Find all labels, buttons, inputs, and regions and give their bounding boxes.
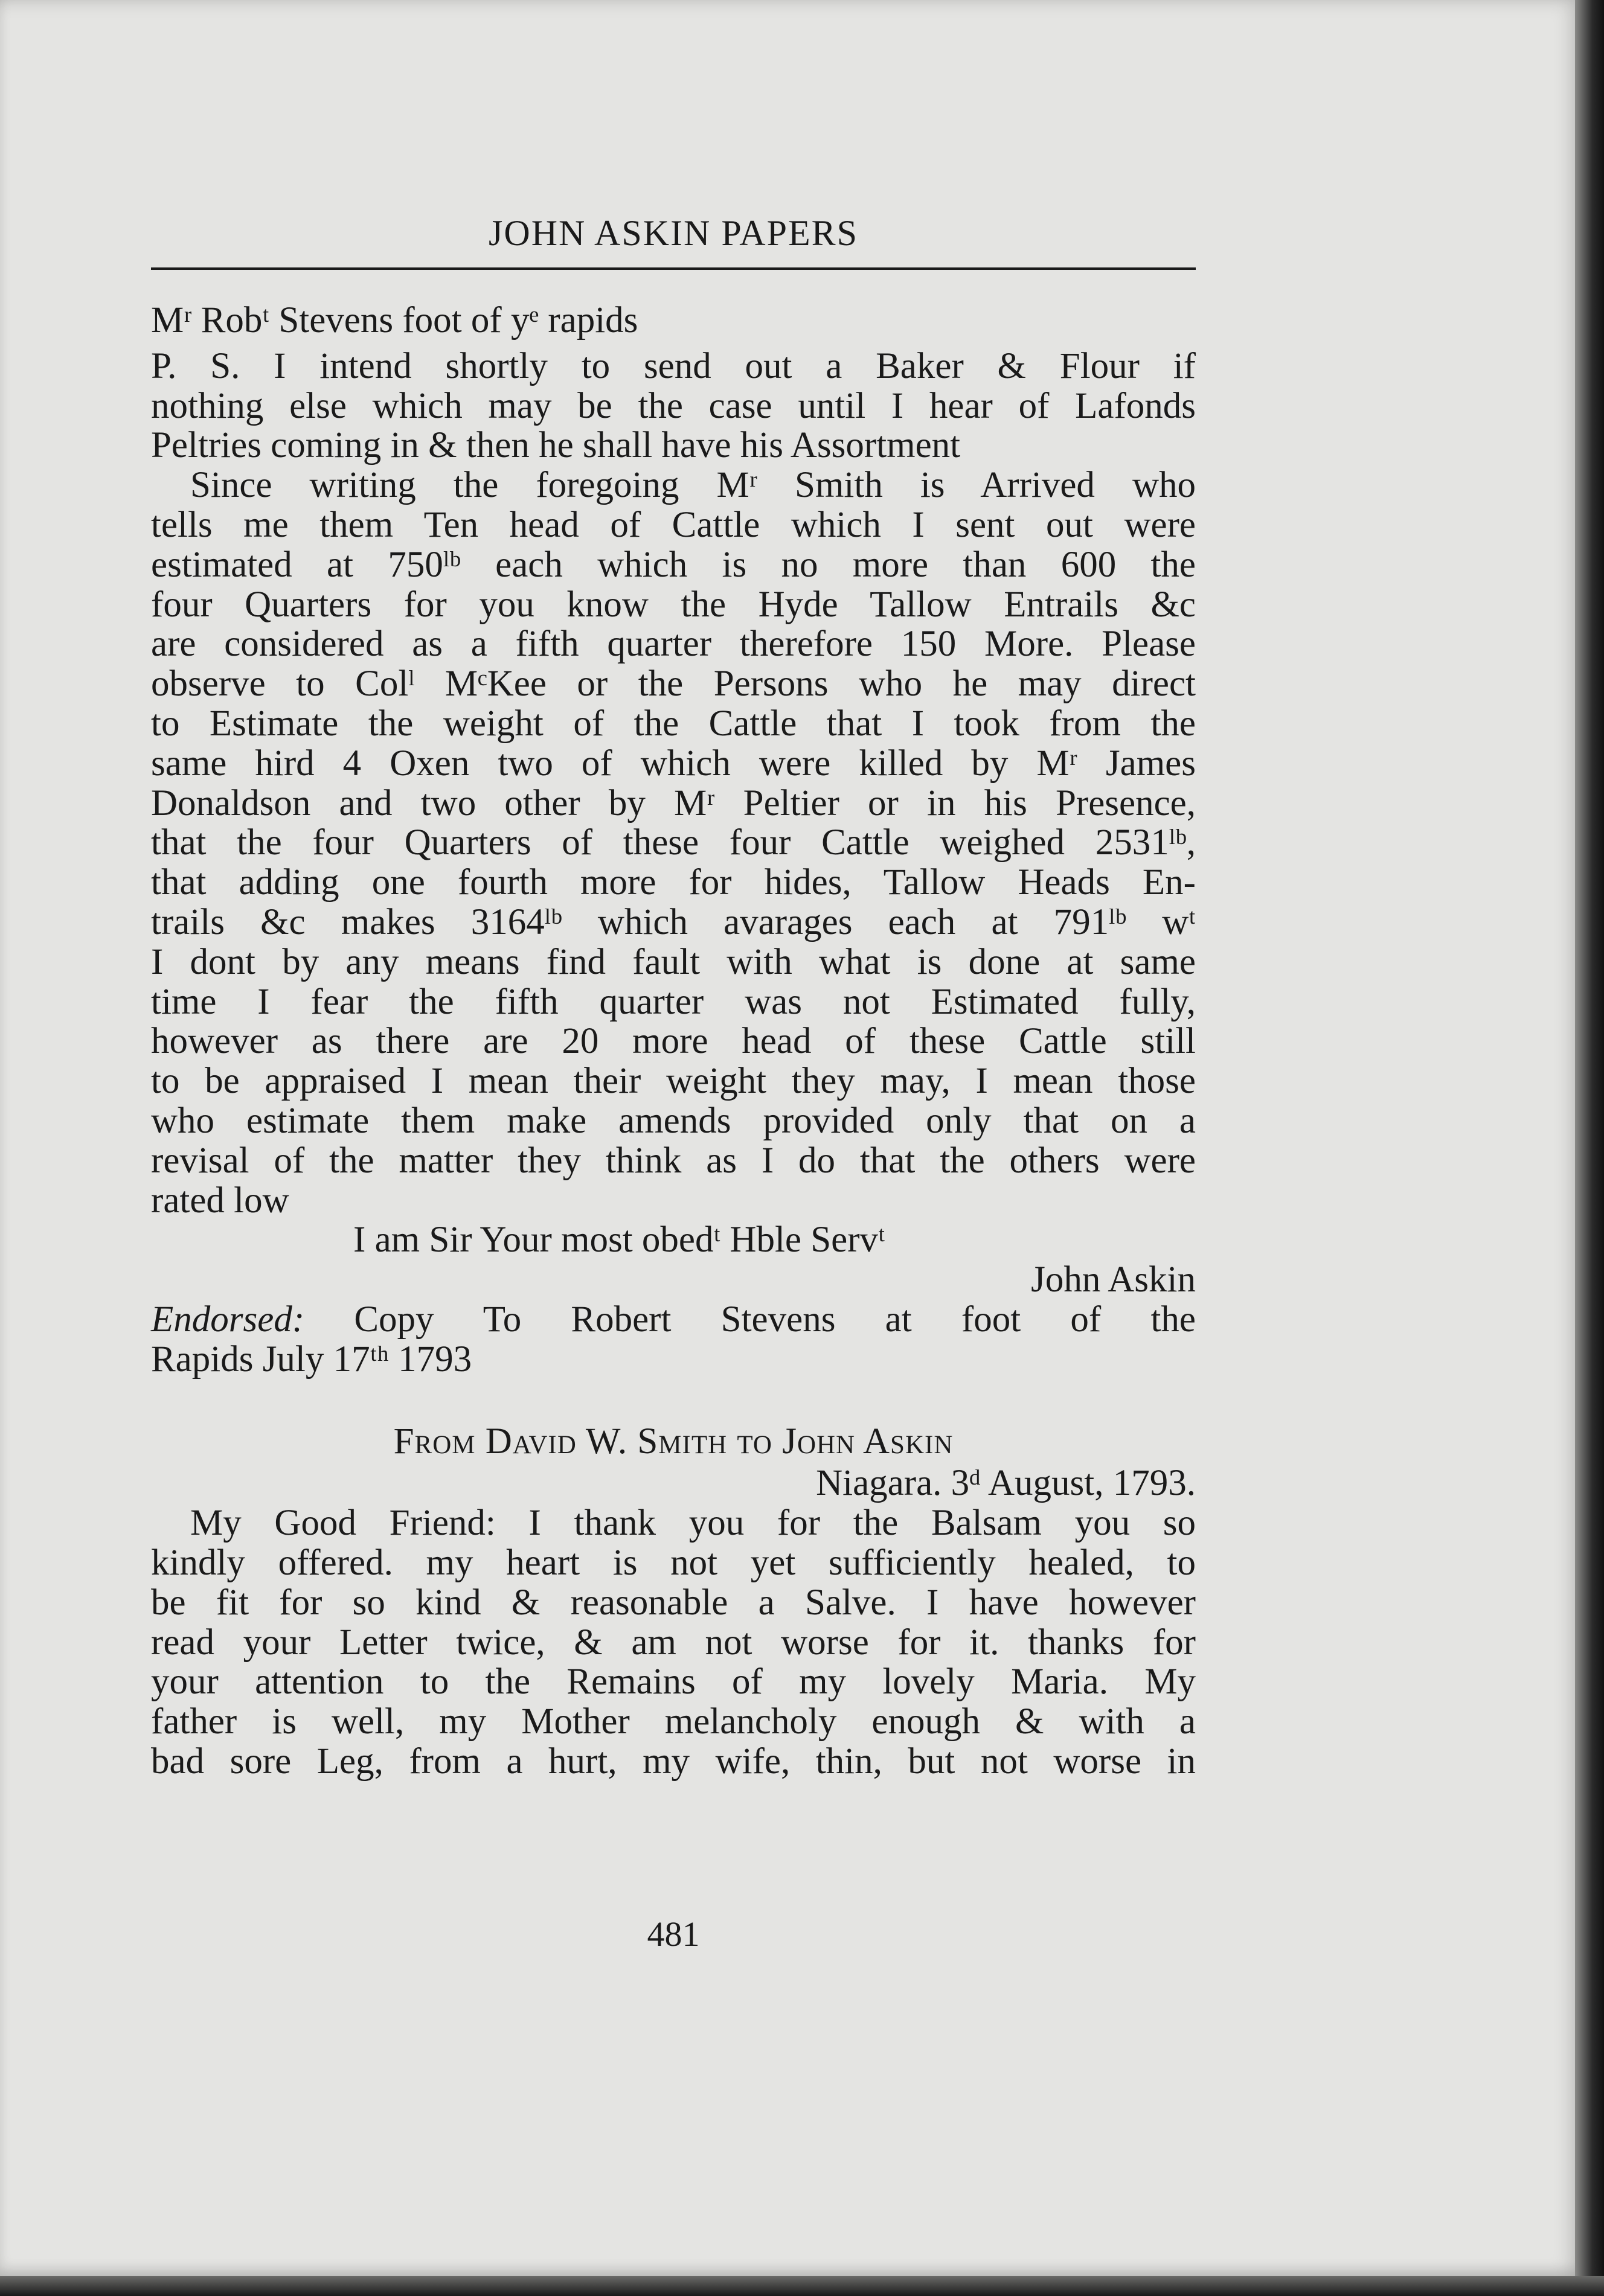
page-body [151, 301, 1196, 1782]
text-line: Rapids July 17ᵗʰ 1793 [151, 1338, 472, 1380]
text-line: trails &c makes 3164ˡᵇ which avarages each at 791ˡᵇ wᵗ [151, 901, 1196, 942]
endorsement-line [151, 1300, 1196, 1340]
page-edge-shadow [1575, 0, 1604, 2296]
text-line: revisal of the matter they think as I do that the others were [151, 1140, 1196, 1181]
text-line: rated low [151, 1180, 289, 1221]
endorsement-text: Copy To Robert Stevens at foot of the [304, 1299, 1196, 1340]
text-line: I dont by any means find fault with what is done at same [151, 941, 1196, 982]
complimentary-close: I am Sir Your most obedᵗ Hble Servᵗ [353, 1220, 885, 1261]
text-line: to be appraised I mean their weight they may, I mean those [151, 1061, 1196, 1102]
text-line: be fit for so kind & reasonable a Salve. I have however [151, 1582, 1196, 1623]
header-rule [151, 267, 1196, 270]
text-line: Mʳ Robᵗ Stevens foot of yᵉ rapids [151, 300, 638, 341]
text-line: kindly offered. my heart is not yet sufficiently healed, to [151, 1542, 1196, 1583]
text-line: Peltries coming in & then he shall have his Assortment [151, 425, 961, 466]
page-number: 481 [647, 1914, 700, 1954]
text-line: read your Letter twice, & am not worse for it. thanks for [151, 1622, 1196, 1663]
text-line: that the four Quarters of these four Cattle weighed 2531ˡᵇ, [151, 822, 1196, 863]
page-bottom-shadow [0, 2276, 1604, 2296]
running-head: JOHN ASKIN PAPERS [489, 213, 858, 253]
endorsed-label: Endorsed: [151, 1299, 305, 1340]
text-line: observe to Colˡ MᶜKee or the Persons who he may direct [151, 664, 1196, 705]
text-line: Since writing the foregoing Mʳ Smith is Arrived who [190, 465, 1196, 506]
text-line: Donaldson and two other by Mʳ Peltier or in his Presence, [151, 782, 1196, 823]
text-line: P. S. I intend shortly to send out a Baker & Flour if [151, 345, 1196, 386]
text-line: estimated at 750ˡᵇ each which is no more than 600 the [151, 544, 1196, 585]
text-line: who estimate them make amends provided only that on a [151, 1100, 1196, 1141]
text-line: tells me them Ten head of Cattle which I sent out were [151, 504, 1196, 545]
text-line: same hird 4 Oxen two of which were killed by Mʳ James [151, 743, 1196, 784]
signature: John Askin [1031, 1259, 1196, 1300]
text-line: father is well, my Mother melancholy enough & with a [151, 1701, 1196, 1742]
text-line: time I fear the fifth quarter was not Estimated fully, [151, 981, 1196, 1022]
text-line: are considered as a fifth quarter therefore 150 More. Please [151, 624, 1196, 665]
text-line: to Estimate the weight of the Cattle that I took from the [151, 703, 1196, 744]
text-line: however as there are 20 more head of these Cattle still [151, 1021, 1196, 1062]
text-line: My Good Friend: I thank you for the Balsam you so [190, 1503, 1196, 1544]
text-line: nothing else which may be the case until I hear of Lafonds [151, 385, 1196, 426]
text-line: four Quarters for you know the Hyde Tallow Entrails &c [151, 584, 1196, 625]
dateline: Niagara. 3ᵈ August, 1793. [816, 1463, 1196, 1504]
text-line: bad sore Leg, from a hurt, my wife, thin, but not worse in [151, 1741, 1196, 1782]
text-line: that adding one fourth more for hides, Tallow Heads En- [151, 862, 1196, 903]
text-line: your attention to the Remains of my lovely Maria. My [151, 1661, 1196, 1703]
letter-heading: From David W. Smith to John Askin [393, 1421, 954, 1462]
